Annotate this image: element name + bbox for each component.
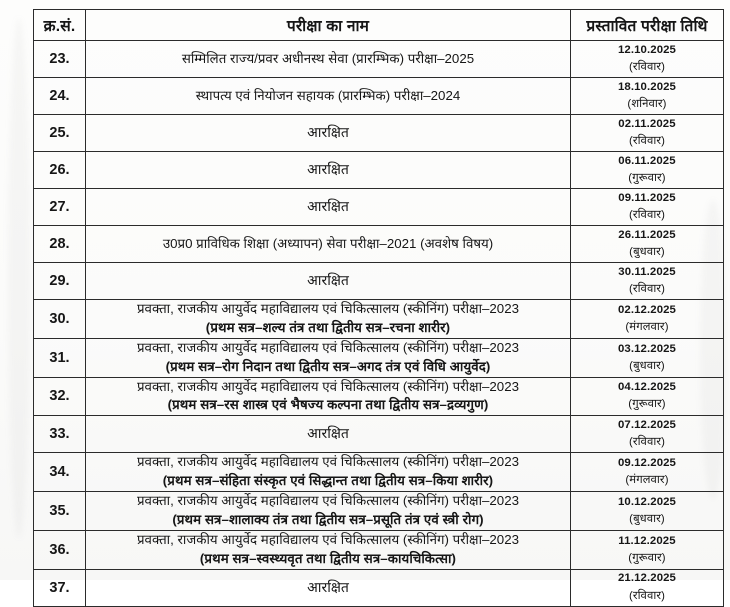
exam-name-line-1: प्रवक्ता, राजकीय आयुर्वेद महाविद्यालय एवं चिकित्सालय (स्कीनिंग) परीक्षा–2023 (136, 301, 519, 316)
exam-name-line-1: आरक्षित (307, 272, 349, 289)
cell-exam-name (86, 300, 571, 339)
cell-proposed-date (571, 226, 724, 263)
exam-weekday: (मंगलवार) (625, 320, 669, 333)
column-header-serial: क्र.सं. (34, 10, 86, 41)
exam-name-line-1: आरक्षित (307, 425, 349, 442)
cell-proposed-date (571, 453, 724, 492)
exam-name-line-2: (प्रथम सत्र–रोग निदान तथा द्वितीय सत्र–अगद तंत्र एवं विधि आयुर्वेद) (165, 358, 491, 374)
cell-exam-name (86, 78, 571, 115)
table-row (34, 453, 724, 492)
exam-name-line-2: (प्रथम सत्र–स्वस्थ्यवृत तथा द्वितीय सत्र–कायचिकित्सा) (199, 550, 457, 566)
table-row (34, 416, 724, 453)
cell-proposed-date (571, 41, 724, 78)
exam-weekday: (रविवार) (628, 589, 666, 602)
exam-name-line-1: स्थापत्य एवं नियोजन सहायक (प्रारम्भिक) परीक्षा–2024 (195, 87, 461, 103)
cell-serial: 28. (34, 226, 86, 263)
exam-date: 03.12.2025 (617, 342, 676, 355)
exam-date: 12.10.2025 (617, 43, 676, 56)
cell-serial: 36. (34, 530, 86, 569)
exam-date: 06.11.2025 (618, 154, 676, 167)
exam-schedule-table-container (33, 9, 723, 607)
exam-name-line-1: आरक्षित (307, 198, 349, 215)
cell-proposed-date (571, 152, 724, 189)
table-row (34, 115, 724, 152)
exam-date: 26.11.2025 (618, 228, 676, 241)
cell-proposed-date (571, 416, 724, 453)
cell-exam-name (86, 569, 571, 606)
table-row (34, 41, 724, 78)
exam-name-line-1: आरक्षित (307, 161, 349, 178)
table-row (34, 300, 724, 339)
exam-name-line-1: सम्मिलित राज्य/प्रवर अधीनस्थ सेवा (प्रारम्भिक) परीक्षा–2025 (181, 50, 475, 66)
exam-date: 21.12.2025 (617, 572, 676, 585)
exam-date: 09.11.2025 (618, 191, 676, 204)
cell-serial: 25. (34, 115, 86, 152)
exam-name-line-1: प्रवक्ता, राजकीय आयुर्वेद महाविद्यालय एवं चिकित्सालय (स्कीनिंग) परीक्षा–2023 (136, 531, 519, 547)
exam-date: 18.10.2025 (617, 80, 676, 93)
exam-date: 02.12.2025 (617, 303, 676, 316)
exam-weekday: (बुधवार) (629, 512, 665, 525)
cell-exam-name (86, 338, 571, 377)
cell-serial: 24. (34, 78, 86, 115)
exam-weekday: (मंगलवार) (625, 474, 669, 487)
exam-weekday: (रविवार) (628, 209, 666, 221)
exam-name-line-1: प्रवक्ता, राजकीय आयुर्वेद महाविद्यालय एवं चिकित्सालय (स्कीनिंग) परीक्षा–2023 (136, 339, 519, 355)
exam-name-line-1: आरक्षित (307, 578, 349, 595)
cell-exam-name (86, 416, 571, 453)
cell-proposed-date (571, 189, 724, 226)
table-row (34, 226, 724, 263)
table-row (34, 530, 724, 569)
exam-name-line-2: (प्रथम सत्र–संहिता संस्कृत एवं सिद्धान्त तथा द्वितीय सत्र–किया शारीर) (162, 473, 494, 489)
cell-serial: 31. (34, 338, 86, 377)
exam-date: 07.12.2025 (617, 419, 676, 432)
column-header-exam-name: परीक्षा का नाम (86, 10, 571, 41)
exam-name-line-1: प्रवक्ता, राजकीय आयुर्वेद महाविद्यालय एवं चिकित्सालय (स्कीनिंग) परीक्षा–2023 (136, 493, 519, 508)
cell-proposed-date (571, 530, 724, 569)
exam-date: 30.11.2025 (618, 265, 676, 278)
cell-serial: 33. (34, 416, 86, 453)
exam-schedule-table (33, 9, 724, 607)
exam-name-line-2: (प्रथम सत्र–रस शास्त्र एवं भैषज्य कल्पना तथा द्वितीय सत्र–द्रव्यगुण) (167, 397, 489, 413)
table-row (34, 263, 724, 300)
cell-exam-name (86, 530, 571, 569)
cell-exam-name (86, 41, 571, 78)
cell-exam-name (86, 189, 571, 226)
exam-name-line-1: प्रवक्ता, राजकीय आयुर्वेद महाविद्यालय एवं चिकित्सालय (स्कीनिंग) परीक्षा–2023 (136, 378, 519, 394)
table-header-row (34, 10, 724, 41)
cell-exam-name (86, 263, 571, 300)
exam-date: 02.11.2025 (618, 117, 676, 130)
cell-serial: 27. (34, 189, 86, 226)
table-row (34, 569, 724, 606)
cell-serial: 26. (34, 152, 86, 189)
table-row (34, 338, 724, 377)
cell-proposed-date (571, 263, 724, 300)
table-row (34, 78, 724, 115)
exam-weekday: (बुधवार) (629, 359, 665, 372)
cell-serial: 32. (34, 377, 86, 416)
cell-serial: 30. (34, 300, 86, 339)
exam-weekday: (गुरूवार) (628, 398, 666, 411)
cell-proposed-date (571, 338, 724, 377)
cell-serial: 29. (34, 263, 86, 300)
exam-weekday: (शनिवार) (627, 98, 667, 110)
cell-exam-name (86, 492, 571, 531)
cell-proposed-date (571, 115, 724, 152)
exam-name-line-1: प्रवक्ता, राजकीय आयुर्वेद महाविद्यालय एवं चिकित्सालय (स्कीनिंग) परीक्षा–2023 (136, 454, 519, 470)
exam-date: 09.12.2025 (617, 457, 676, 470)
exam-weekday: (गुरूवार) (628, 172, 666, 184)
table-header (34, 10, 724, 41)
cell-proposed-date (571, 569, 724, 606)
exam-name-line-2: (प्रथम सत्र–शल्य तंत्र तथा द्वितीय सत्र–रचना शारीर) (205, 319, 451, 335)
exam-weekday: (बुधवार) (629, 246, 665, 258)
cell-serial: 37. (34, 569, 86, 606)
exam-name-line-1: आरक्षित (307, 124, 349, 141)
exam-weekday: (रविवार) (628, 61, 666, 73)
cell-proposed-date (571, 300, 724, 339)
exam-date: 11.12.2025 (618, 534, 676, 547)
table-row (34, 189, 724, 226)
cell-exam-name (86, 115, 571, 152)
exam-weekday: (रविवार) (628, 436, 666, 449)
column-header-proposed-date: प्रस्तावित परीक्षा तिथि (571, 10, 724, 41)
exam-date: 04.12.2025 (617, 381, 676, 394)
cell-exam-name (86, 453, 571, 492)
cell-serial: 35. (34, 492, 86, 531)
cell-exam-name (86, 226, 571, 263)
table-body (34, 41, 724, 607)
cell-proposed-date (571, 78, 724, 115)
cell-exam-name (86, 152, 571, 189)
exam-weekday: (गुरूवार) (628, 551, 666, 564)
cell-serial: 23. (34, 41, 86, 78)
cell-serial: 34. (34, 453, 86, 492)
exam-weekday: (रविवार) (628, 135, 666, 147)
exam-weekday: (रविवार) (628, 283, 666, 295)
cell-proposed-date (571, 492, 724, 531)
table-row (34, 377, 724, 416)
table-row (34, 152, 724, 189)
cell-exam-name (86, 377, 571, 416)
exam-name-line-2: (प्रथम सत्र–शालाक्य तंत्र तथा द्वितीय सत्र–प्रसूति तंत्र एवं स्त्री रोग) (172, 511, 484, 527)
table-row (34, 492, 724, 531)
cell-proposed-date (571, 377, 724, 416)
exam-name-line-1: उ0प्र0 प्राविधिक शिक्षा (अध्यापन) सेवा परीक्षा–2021 (अवशेष विषय) (162, 235, 494, 251)
exam-date: 10.12.2025 (617, 495, 676, 508)
